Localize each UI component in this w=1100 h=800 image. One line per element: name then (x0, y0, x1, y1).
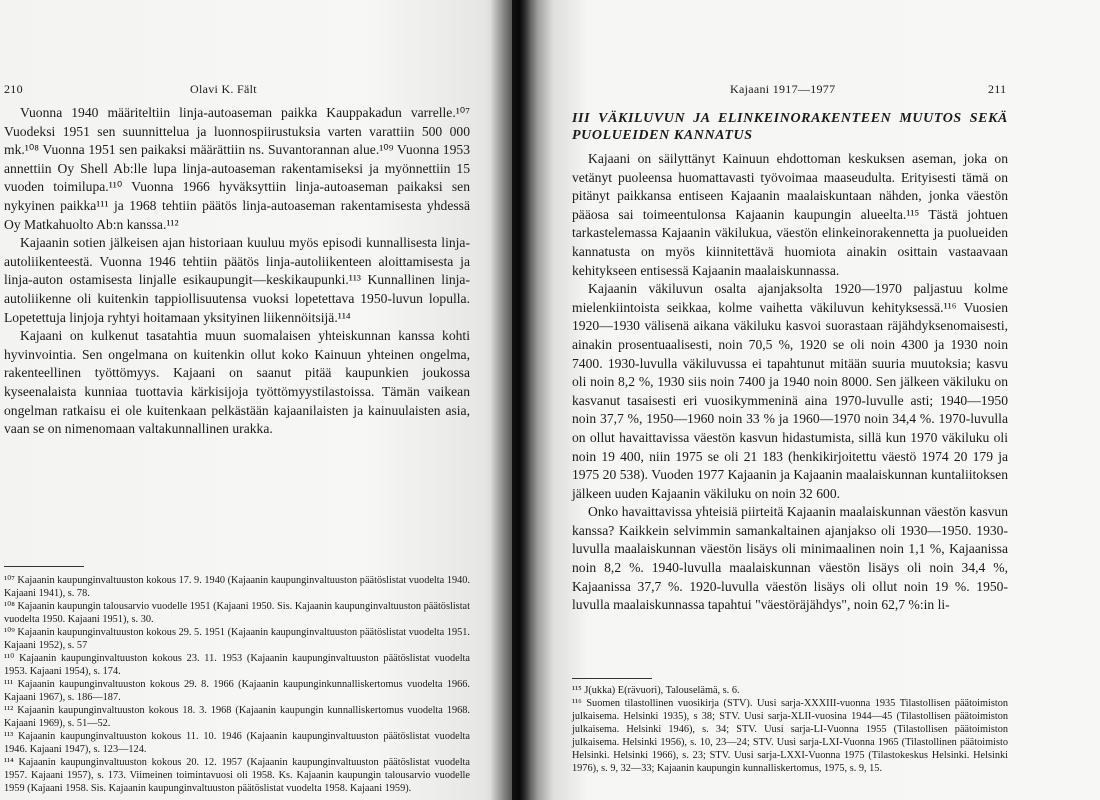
paragraph: Kajaani on kulkenut tasatahtia muun suomalaisen yhteiskunnan kanssa kohti hyvinvointia. Sen ongelmana on kuitenkin ollut koko Kainuun yhteinen ongelma, rakenteellinen työttömyys. Kajaani on saanut pitää kaupunkien joukossa kyseenalaista kunniaa tuottavia kärkisijoja työttömyystilastoissa. Tämän vaikean ongelman ratkaisu ei ole kuitenkaan pelkästään kajaanilaisten ja kainuulaisten asia, vaan se on nimenomaan valtakunnallinen urakka. (4, 328, 470, 437)
footnote: ¹¹³ Kajaanin kaupunginvaltuuston kokous 11. 10. 1946 (Kajaanin kaupunginvaltuuston päätöslistat vuodelta 1946. Kajaani 1947), s. 123—124. (4, 731, 470, 755)
right-footnotes (572, 684, 1008, 775)
left-page (0, 0, 520, 800)
footnote: ¹⁰⁸ Kajaanin kaupungin talousarvio vuodelle 1951 (Kajaani 1950. Sis. Kajaanin kaupunginvaltuuston päätöslistat vuodelta 1950. Kajaani 1951), s. 30. (4, 601, 470, 625)
footnote: ¹¹⁰ Kajaanin kaupunginvaltuuston kokous 23. 11. 1953 (Kajaanin kaupunginvaltuuston päätöslistat vuodelta 1953. Kajaani 1954), s. 174. (4, 653, 470, 677)
footnote: ¹⁰⁹ Kajaanin kaupunginvaltuuston kokous 29. 5. 1951 (Kajaanin kaupunginvaltuuston päätöslistat vuodelta 1951. Kajaani 1952), s. 57 (4, 627, 470, 651)
left-footnotes (4, 574, 470, 795)
footnote-rule (4, 566, 84, 567)
right-running-head: Kajaani 1917—1977 (730, 82, 836, 96)
paragraph: Kajaani on säilyttänyt Kainuun ehdottoman keskuksen aseman, joka on vetänyt puoleensa huomattavasti työvoimaa maaseudulta. Erityisesti tämä on pitänyt paikkansa entiseen Kajaanin maalaiskuntaan nähden, jonka väestön pääosa sai toimeentulonsa Kajaanin kaupungin alueelta.¹¹⁵ Tästä johtuen tarkastelemassa Kajaanin väkilukua, väestön elinkeinorakennetta ja puolueiden kannatusta on myös kiinnitettävä huomiota ainakin osittain vastaavaan kehitykseen entisessä Kajaanin maalaiskunnassa. (572, 151, 1008, 278)
footnote: ¹¹⁴ Kajaanin kaupunginvaltuuston kokous 20. 12. 1957 (Kajaanin kaupunginvaltuuston päätöslistat vuodelta 1957. Kajaani 1957), s. 173. Viimeinen toimintavuosi oli 1958. Ks. Kajaanin kaupungin talousarvio vuodelle 1959 (Kajaani 1958. Sis. Kajaanin kaupunginvaltuuston päätöslistat vuodelta 1958. Kajaani 1959). (4, 757, 470, 794)
footnote: ¹¹⁵ J(ukka) E(rävuori), Talouselämä, s. 6. (572, 685, 740, 696)
left-page-number: 210 (4, 82, 23, 96)
paragraph: Kajaanin väkiluvun osalta ajanjaksolta 1920—1970 paljastuu kolme mielenkiintoista seikkaa, kolme vaihetta väkiluvun kehityksessä.¹¹⁶ Vuosien 1920—1930 välisenä aikana väkiluku kasvoi suorastaan räjähdyksenomaisesti, ainakin prosentuaalisesti, noin 70,5 %, 1920 se oli noin 4300 ja 1930 noin 7400. 1930-luvulla väkiluvussa ei tapahtunut mitään suuria muutoksia; kasvu oli noin 8,2 %, 1930 siis noin 7400 ja 1940 noin 8000. Sen jälkeen väkiluku on kasvanut tasaisesti eri vuosikymmeninä aina 1970-luvulle asti; 1940—1950 noin 37,7 %, 1950—1960 noin 33 % ja 1960—1970 noin 34,4 %. 1970-luvulla on ollut havaittavissa väestön kasvun hidastumista, sillä kun 1970 väkiluku oli noin 19 400, niin 1975 se oli 21 183 (henkikirjoitettu väestö 1974 20 179 ja 1975 20 538). Vuoden 1977 Kajaanin ja Kajaanin maalaiskunnan kuntaliitoksen jälkeen uuden Kajaanin väkiluku on noin 32 600. (572, 281, 1008, 501)
footnote: ¹⁰⁷ Kajaanin kaupunginvaltuuston kokous 17. 9. 1940 (Kajaanin kaupunginvaltuuston päätöslistat vuodelta 1940. Kajaani 1941), s. 78. (4, 575, 470, 599)
left-running-head: Olavi K. Fält (190, 82, 257, 96)
right-page-number: 211 (988, 82, 1007, 96)
footnote-rule (572, 678, 652, 679)
footnote: ¹¹¹ Kajaanin kaupunginvaltuuston kokous 29. 8. 1966 (Kajaanin kaupunginkunnalliskertomus vuodelta 1966. Kajaani 1967), s. 186—187. (4, 679, 470, 703)
right-body-text (572, 110, 1008, 615)
paragraph: Onko havaittavissa yhteisiä piirteitä Kajaanin maalaiskunnan väestön kasvun kanssa? Kaikkein selvimmin samankaltainen ajanjakso oli 1930—1950. 1930-luvulla maalaiskunnan väestön lisäys oli minimaalinen noin 1,1 %, Kajaanissa noin 8,2 %. 1940-luvulla maalaiskunnan väestön lisäys oli noin 34,4 %, Kajaanissa 37,7 %. 1920-luvulla väestön lisäys oli ollut noin 19 %. 1950-luvulla maalaiskunnassa tapahtui "väestöräjähdys", noin 62,7 %:in li- (572, 504, 1008, 613)
right-page (512, 0, 1100, 800)
footnote: ¹¹⁶ Suomen tilastollinen vuosikirja (STV). Uusi sarja-XXXIII-vuonna 1935 Tilastollisen päätoimiston julkaisema. Helsinki 1935), s 38; STV. Uusi sarja-XLII-vuosina 1944—45 (Tilastollisen päätoimiston julkaisema. Helsinki 1946), s. 34; STV. Uusi sarja-LI-Vuonna 1955 (Tilastollisen päätoimiston julkaisema. Helsinki 1956), s. 10, 23—24; STV. Uusi sarja-LXI-Vuonna 1965 (Tilastollinen päätoimisto Helsinki. Helsinki 1966), s. 23; STV. Uusi sarja-LXXI-Vuonna 1975 (Tilastokeskus Helsinki. Helsinki 1976), s. 9, 32—33; Kajaanin kaupungin kunnalliskertomus, 1975, s. 9, 15. (572, 698, 1008, 774)
section-title: III VÄKILUVUN JA ELINKEINORAKENTEEN MUUTOS SEKÄ PUOLUEIDEN KANNATUS (572, 111, 1008, 143)
paragraph: Vuonna 1940 määriteltiin linja-autoaseman paikka Kauppakadun varrelle.¹⁰⁷ Vuodeksi 1951 sen suunnittelua ja luonnospiirustuksia varten varattiin 500 000 mk.¹⁰⁸ Vuonna 1951 sen paikaksi määrättiin ns. Suvantorannan alue.¹⁰⁹ Vuonna 1953 annettiin Oy Shell Ab:lle lupa linja-autoaseman rakentamiseksi ja myönnettiin 15 vuoden toimilupa.¹¹⁰ Vuonna 1966 hyväksyttiin linja-autoaseman paikaksi sen nykyinen paikka¹¹¹ ja 1968 tehtiin päätös linja-autoaseman rakentamisesta yhdessä Oy Matkahuolto Ab:n kanssa.¹¹² (4, 105, 470, 232)
footnote: ¹¹² Kajaanin kaupunginvaltuuston kokous 18. 3. 1968 (Kajaanin kaupungin kunnalliskertomus vuodelta 1968. Kajaani 1969), s. 51—52. (4, 705, 470, 729)
paragraph: Kajaanin sotien jälkeisen ajan historiaan kuuluu myös episodi kunnallisesta linja-autoliikenteestä. Vuonna 1946 tehtiin päätös linja-autoliikenteen aloittamisesta ja linja-auton ostamisesta linjalle esikaupungit—keskikaupunki.¹¹³ Kunnallinen linja-autoliikenne oli kuitenkin tappiollisuutensa vuoksi lopetettava 1950-luvun lopulla. Lopetettuja linjoja ryhtyi hoitamaan yksityinen liikennöitsijä.¹¹⁴ (4, 235, 470, 325)
left-body-text (4, 104, 470, 439)
